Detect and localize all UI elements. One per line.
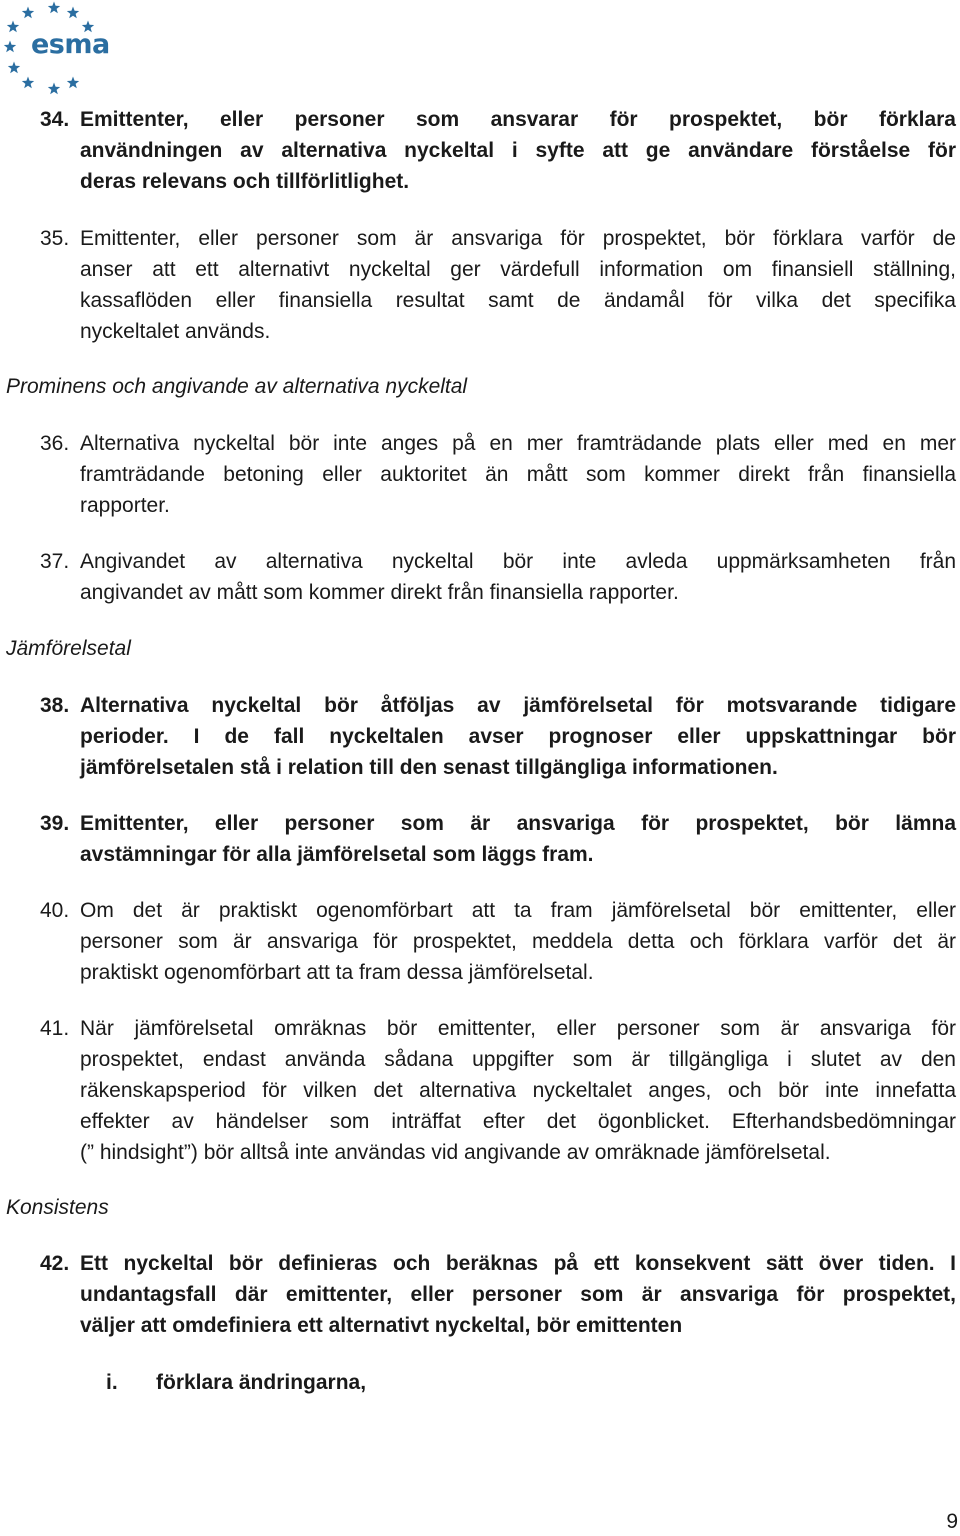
paragraph-text — [80, 808, 956, 870]
paragraph-text — [80, 1248, 956, 1341]
text-line: väljer att omdefiniera ett alternativt nyckeltal, bör emittenten — [80, 1314, 683, 1337]
star-icon — [67, 7, 79, 19]
text-line: anser att ett alternativt nyckeltal ger värdefull information om finansiell ställning, — [80, 258, 956, 281]
section-heading-consistency: Konsistens — [6, 1196, 109, 1219]
text-line: Emittenter, eller personer som ansvarar för prospektet, bör förklara — [80, 108, 956, 131]
text-line: effekter av händelser som inträffat efter det ögonblicket. Efterhandsbedömningar — [80, 1110, 956, 1133]
star-icon — [48, 83, 60, 95]
text-line: rapporter. — [80, 494, 170, 517]
text-line: Alternativa nyckeltal bör åtföljas av jämförelsetal för motsvarande tidigare — [80, 694, 956, 717]
paragraph-number: 41. — [40, 1017, 70, 1040]
esma-logo — [2, 0, 110, 96]
text-line: Emittenter, eller personer som är ansvariga för prospektet, bör förklara varför de — [80, 227, 956, 250]
text-line: praktiskt ogenomförbart att ta fram dessa jämförelsetal. — [80, 961, 594, 984]
paragraph-text — [80, 895, 956, 988]
paragraph-text — [80, 546, 956, 608]
paragraph-number: 35. — [40, 227, 70, 250]
text-line: Om det är praktiskt ogenomförbart att ta fram jämförelsetal bör emittenter, eller — [80, 899, 956, 922]
text-line: Angivandet av alternativa nyckeltal bör inte avleda uppmärksamheten från — [80, 550, 956, 573]
text-line: Ett nyckeltal bör definieras och beräknas på ett konsekvent sätt över tiden. I — [80, 1252, 956, 1275]
paragraph-text — [80, 104, 956, 197]
text-line: jämförelsetalen stå i relation till den senast tillgängliga informationen. — [80, 756, 778, 779]
paragraph-text — [80, 690, 956, 783]
text-line: personer som är ansvariga för prospektet, meddela detta och förklara varför det är — [80, 930, 956, 953]
paragraph-number: 38. — [40, 694, 70, 717]
text-line: deras relevans och tillförlitlighet. — [80, 170, 410, 193]
subitem-marker: i. — [106, 1371, 118, 1394]
text-line: prospektet, endast använda sådana uppgifter som är tillgängliga i slutet av den — [80, 1048, 956, 1071]
page-number: 9 — [946, 1510, 958, 1533]
paragraph-number: 42. — [40, 1252, 70, 1275]
subitem-text: förklara ändringarna, — [156, 1371, 367, 1394]
text-line: (” hindsight”) bör alltså inte användas vid angivande av omräknade jämförelsetal. — [80, 1141, 831, 1164]
star-icon — [7, 21, 19, 33]
text-line: framträdande betoning eller auktoritet än mått som kommer direkt från finansiella — [80, 463, 956, 486]
text-line: angivandet av mått som kommer direkt från finansiella rapporter. — [80, 581, 679, 604]
section-heading-prominence: Prominens och angivande av alternativa nyckeltal — [6, 375, 468, 398]
text-line: kassaflöden eller finansiella resultat samt de ändamål för vilka det specifika — [80, 289, 956, 312]
text-line: perioder. I de fall nyckeltalen avser prognoser eller uppskattningar bör — [80, 725, 956, 748]
text-line: Alternativa nyckeltal bör inte anges på en mer framträdande plats eller med en mer — [80, 432, 956, 455]
star-icon — [48, 2, 60, 14]
text-line: undantagsfall där emittenter, eller personer som är ansvariga för prospektet, — [80, 1283, 956, 1306]
section-heading-comparatives: Jämförelsetal — [6, 637, 131, 660]
paragraph-text — [80, 1013, 956, 1168]
paragraph-number: 37. — [40, 550, 70, 573]
text-line: nyckeltalet används. — [80, 320, 271, 343]
text-line: användningen av alternativa nyckeltal i syfte att ge användare förståelse för — [80, 139, 956, 162]
paragraph-number: 34. — [40, 108, 70, 131]
star-icon — [67, 77, 79, 89]
text-line: När jämförelsetal omräknas bör emittenter, eller personer som är ansvariga för — [80, 1017, 956, 1040]
text-line: Emittenter, eller personer som är ansvariga för prospektet, bör lämna — [80, 812, 956, 835]
paragraph-text — [80, 223, 956, 347]
paragraph-number: 36. — [40, 432, 70, 455]
text-line: avstämningar för alla jämförelsetal som läggs fram. — [80, 843, 594, 866]
paragraph-number: 39. — [40, 812, 70, 835]
text-line: räkenskapsperiod för vilken det alternativa nyckeltalet anges, och bör inte innefatta — [80, 1079, 956, 1102]
paragraph-number: 40. — [40, 899, 70, 922]
star-icon — [22, 77, 34, 89]
star-icon — [8, 62, 20, 74]
star-icon — [4, 41, 16, 53]
star-icon — [22, 7, 34, 19]
paragraph-text — [80, 428, 956, 521]
logo-text: esma — [31, 29, 110, 60]
